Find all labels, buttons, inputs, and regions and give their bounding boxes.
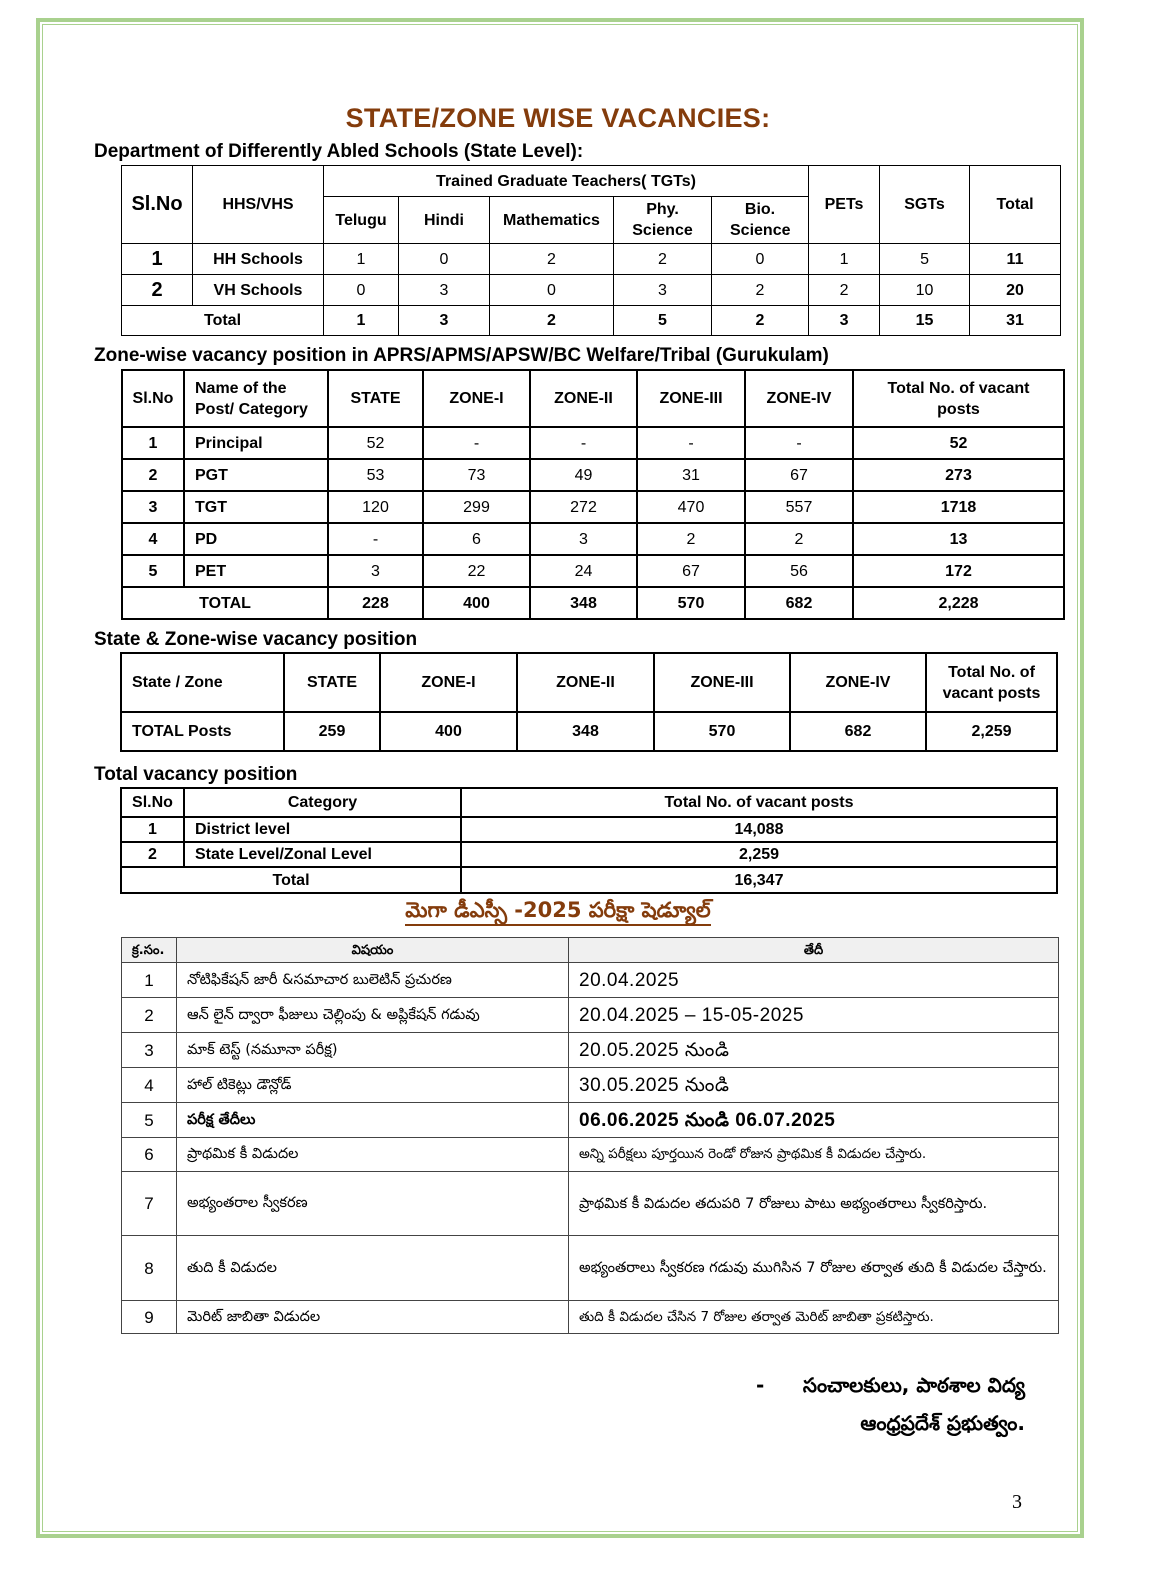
t1-header-slno: Sl.No: [122, 166, 193, 244]
table-row: [122, 555, 1064, 587]
cell: 0: [324, 275, 399, 306]
cell: 172: [853, 555, 1064, 587]
cell: 31: [970, 306, 1061, 336]
t2-header-slno: Sl.No: [122, 370, 184, 427]
table-row: [122, 275, 1061, 306]
cell: -: [637, 427, 745, 459]
cell: PGT: [184, 459, 328, 491]
table-row: [122, 998, 1059, 1033]
cell: -: [328, 523, 423, 555]
cell: 52: [328, 427, 423, 459]
table-row: [122, 963, 1059, 998]
cell: 470: [637, 491, 745, 523]
cell: 31: [637, 459, 745, 491]
t1-header-tgt: Trained Graduate Teachers( TGTs): [324, 166, 809, 197]
cell: 2: [121, 842, 184, 867]
cell: 06.06.2025 నుండి 06.07.2025: [569, 1103, 1059, 1138]
cell: 4: [122, 523, 184, 555]
cell: 7: [122, 1172, 177, 1236]
page-number: 3: [1012, 1491, 1022, 1513]
t1-header-phy-science: Phy. Science: [614, 197, 712, 244]
cell: HH Schools: [193, 244, 324, 275]
table-row: [122, 427, 1064, 459]
cell: State Level/Zonal Level: [184, 842, 461, 867]
cell: 2: [122, 998, 177, 1033]
cell: 14,088: [461, 817, 1057, 842]
cell: 8: [122, 1236, 177, 1301]
cell: 0: [490, 275, 614, 306]
t3-header-zone4: ZONE-IV: [790, 653, 926, 712]
t1-header-hhs: HHS/VHS: [193, 166, 324, 244]
table-row: [122, 1301, 1059, 1334]
t4-header-category: Category: [184, 788, 461, 817]
schedule-title: [0, 898, 1116, 928]
cell: ఆన్ లైన్ ద్వారా ఫీజులు చెల్లింపు & అప్లికేషన్ గడువు: [177, 998, 569, 1033]
cell: 9: [122, 1301, 177, 1334]
t1-header-sgts: SGTs: [880, 166, 970, 244]
cell: తుది కీ విడుదల చేసిన 7 రోజుల తర్వాత మెరిట్ జాబితా ప్రకటిస్తారు.: [569, 1301, 1059, 1334]
cell: 4: [122, 1068, 177, 1103]
cell: 1: [324, 244, 399, 275]
cell: 20.05.2025 నుండి: [569, 1033, 1059, 1068]
cell: నోటిఫికేషన్ జారీ &సమాచార బులెటిన్ ప్రచురణ: [177, 963, 569, 998]
cell: 272: [530, 491, 637, 523]
t5-header-date: తేదీ: [569, 938, 1059, 963]
t1-header-mathematics: Mathematics: [490, 197, 614, 244]
table-row: [122, 1068, 1059, 1103]
cell: 5: [880, 244, 970, 275]
cell: 11: [970, 244, 1061, 275]
cell: 13: [853, 523, 1064, 555]
t1-header-bio-science: Bio. Science: [712, 197, 809, 244]
t2-header-zone1: ZONE-I: [423, 370, 530, 427]
cell: 20.04.2025: [569, 963, 1059, 998]
cell: అభ్యంతరాల స్వీకరణ: [177, 1172, 569, 1236]
cell: 20.04.2025 – 15-05-2025: [569, 998, 1059, 1033]
cell: 1: [122, 427, 184, 459]
cell: 570: [654, 712, 790, 751]
table-row: [122, 1138, 1059, 1172]
cell: Total: [122, 306, 324, 336]
cell: 348: [530, 587, 637, 619]
cell: 67: [637, 555, 745, 587]
signature-line1: సంచాలకులు, పాఠశాల విద్య: [802, 1373, 1025, 1397]
table-total-row: [122, 587, 1064, 619]
table-row: [122, 459, 1064, 491]
cell: 1718: [853, 491, 1064, 523]
table-total-row: [122, 306, 1061, 336]
table-row: [122, 244, 1061, 275]
t3-header-zone2: ZONE-II: [517, 653, 654, 712]
cell: 2: [745, 523, 853, 555]
cell: District level: [184, 817, 461, 842]
t2-header-total: Total No. of vacant posts: [853, 370, 1064, 427]
cell: 120: [328, 491, 423, 523]
t3-header-total: Total No. of vacant posts: [926, 653, 1057, 712]
cell: 1: [122, 963, 177, 998]
cell: 259: [284, 712, 380, 751]
t1-header-total: Total: [970, 166, 1061, 244]
cell: 22: [423, 555, 530, 587]
cell: 6: [423, 523, 530, 555]
cell: 228: [328, 587, 423, 619]
page-title: STATE/ZONE WISE VACANCIES:: [345, 103, 771, 133]
table-row: [122, 523, 1064, 555]
cell: TGT: [184, 491, 328, 523]
table-row: [121, 712, 1057, 751]
cell: 1: [121, 817, 184, 842]
cell: 3: [530, 523, 637, 555]
cell: 2: [490, 244, 614, 275]
table-total-row: [121, 867, 1057, 893]
t4-header-total: Total No. of vacant posts: [461, 788, 1057, 817]
cell: 10: [880, 275, 970, 306]
table-row: [121, 817, 1057, 842]
t1-caption: Department of Differently Abled Schools (State Level):: [94, 141, 584, 162]
t3-header-zone1: ZONE-I: [380, 653, 517, 712]
t5-header-slno: క్ర.సం.: [122, 938, 177, 963]
t1-header-hindi: Hindi: [399, 197, 490, 244]
cell: 299: [423, 491, 530, 523]
cell: Principal: [184, 427, 328, 459]
t3-header-zone3: ZONE-III: [654, 653, 790, 712]
cell: 570: [637, 587, 745, 619]
cell: మెరిట్ జాబితా విడుదల: [177, 1301, 569, 1334]
t2-caption: Zone-wise vacancy position in APRS/APMS/APSW/BC Welfare/Tribal (Gurukulam): [94, 345, 829, 366]
t2-header-zone3: ZONE-III: [637, 370, 745, 427]
t2-header-zone2: ZONE-II: [530, 370, 637, 427]
cell: మాక్ టెస్ట్ (నమూనా పరీక్ష): [177, 1033, 569, 1068]
cell: 3: [399, 306, 490, 336]
cell: 15: [880, 306, 970, 336]
cell: ప్రాథమిక కీ విడుదల తదుపరి 7 రోజులు పాటు అభ్యంతరాలు స్వీకరిస్తారు.: [569, 1172, 1059, 1236]
signature-line2: ఆంధ్రప్రదేశ్ ప్రభుత్వం.: [860, 1411, 1025, 1435]
cell: 3: [399, 275, 490, 306]
cell: 3: [122, 1033, 177, 1068]
t1-header-telugu: Telugu: [324, 197, 399, 244]
cell: 2: [712, 306, 809, 336]
cell: VH Schools: [193, 275, 324, 306]
cell: 2,259: [461, 842, 1057, 867]
cell: 49: [530, 459, 637, 491]
exam-schedule-table: [121, 937, 1059, 1334]
cell: 2,259: [926, 712, 1057, 751]
cell: 24: [530, 555, 637, 587]
t5-header-subject: విషయం: [177, 938, 569, 963]
cell: -: [423, 427, 530, 459]
cell: TOTAL Posts: [121, 712, 284, 751]
t1-header-pets: PETs: [809, 166, 880, 244]
cell: PET: [184, 555, 328, 587]
signature-dash: -: [756, 1373, 765, 1397]
cell: 682: [790, 712, 926, 751]
cell: 3: [614, 275, 712, 306]
t3-header-state-zone: State / Zone: [121, 653, 284, 712]
cell: 400: [380, 712, 517, 751]
cell: ప్రాథమిక కీ విడుదల: [177, 1138, 569, 1172]
cell: 2,228: [853, 587, 1064, 619]
cell: 2: [122, 275, 193, 306]
schedule-title-text: మెగా డీఎస్సీ -2025 పరీక్షా షెడ్యూల్: [405, 898, 710, 926]
cell: Total: [121, 867, 461, 893]
cell: 67: [745, 459, 853, 491]
cell: 53: [328, 459, 423, 491]
t4-header-slno: Sl.No: [121, 788, 184, 817]
cell: తుది కీ విడుదల: [177, 1236, 569, 1301]
cell: 3: [328, 555, 423, 587]
cell: 2: [637, 523, 745, 555]
cell: 2: [122, 459, 184, 491]
cell: -: [530, 427, 637, 459]
t3-header-state: STATE: [284, 653, 380, 712]
cell: 2: [490, 306, 614, 336]
cell: 30.05.2025 నుండి: [569, 1068, 1059, 1103]
cell: 2: [809, 275, 880, 306]
zone-wise-table: [121, 369, 1065, 620]
cell: 5: [122, 555, 184, 587]
t4-caption: Total vacancy position: [94, 764, 298, 785]
cell: అన్ని పరీక్షలు పూర్తయిన రెండో రోజున ప్రాథమిక కీ విడుదల చేస్తారు.: [569, 1138, 1059, 1172]
cell: 1: [122, 244, 193, 275]
t3-caption: State & Zone-wise vacancy position: [94, 629, 418, 650]
cell: 348: [517, 712, 654, 751]
table-row: [122, 1033, 1059, 1068]
t2-header-post: Name of the Post/ Category: [184, 370, 328, 427]
cell: 0: [712, 244, 809, 275]
cell: 1: [809, 244, 880, 275]
total-vacancy-table: [120, 787, 1058, 894]
cell: 3: [809, 306, 880, 336]
cell: 20: [970, 275, 1061, 306]
cell: అభ్యంతరాలు స్వీకరణ గడువు ముగిసిన 7 రోజుల తర్వాత తుది కీ విడుదల చేస్తారు.: [569, 1236, 1059, 1301]
table-row: [122, 491, 1064, 523]
cell: 682: [745, 587, 853, 619]
t2-header-state: STATE: [328, 370, 423, 427]
cell: 0: [399, 244, 490, 275]
cell: 273: [853, 459, 1064, 491]
table-row: [122, 1172, 1059, 1236]
cell: 3: [122, 491, 184, 523]
cell: 2: [614, 244, 712, 275]
cell: 56: [745, 555, 853, 587]
cell: 52: [853, 427, 1064, 459]
cell: 400: [423, 587, 530, 619]
cell: 1: [324, 306, 399, 336]
t2-header-zone4: ZONE-IV: [745, 370, 853, 427]
table-row: [121, 842, 1057, 867]
table-row: [122, 1236, 1059, 1301]
differently-abled-table: [121, 165, 1061, 336]
cell: -: [745, 427, 853, 459]
state-zone-table: [120, 652, 1058, 752]
cell: TOTAL: [122, 587, 328, 619]
cell: 6: [122, 1138, 177, 1172]
cell: 2: [712, 275, 809, 306]
cell: 5: [614, 306, 712, 336]
cell: 73: [423, 459, 530, 491]
cell: 5: [122, 1103, 177, 1138]
cell: 16,347: [461, 867, 1057, 893]
table-row: [122, 1103, 1059, 1138]
cell: 557: [745, 491, 853, 523]
cell: పరీక్ష తేదీలు: [177, 1103, 569, 1138]
cell: PD: [184, 523, 328, 555]
cell: హాల్ టికెట్లు డౌన్లోడ్: [177, 1068, 569, 1103]
